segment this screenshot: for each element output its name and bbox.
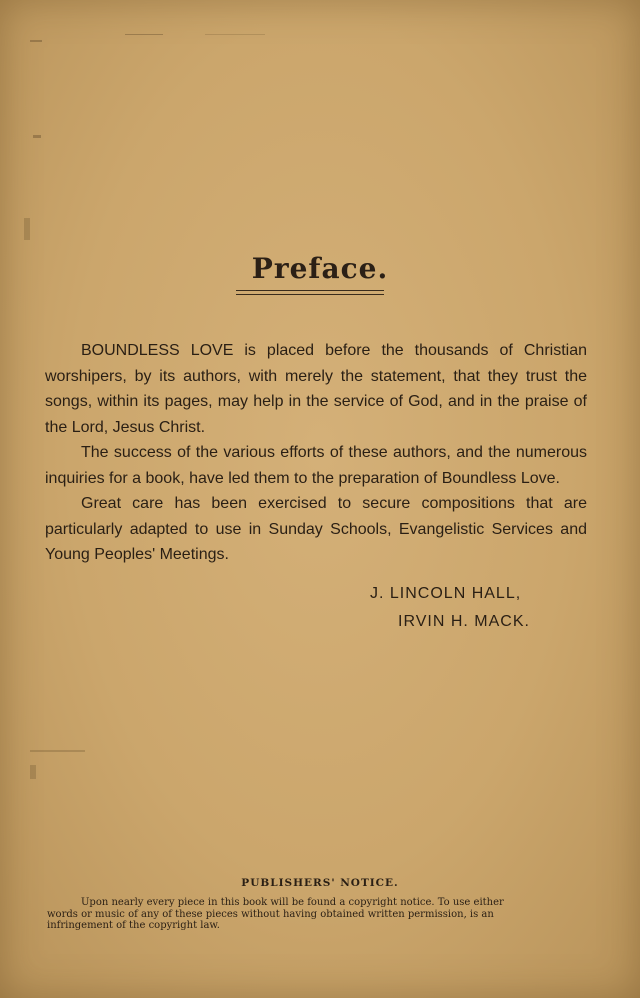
page-blemish [30, 765, 36, 779]
publishers-notice-title: PUBLISHERS' NOTICE. [241, 877, 399, 889]
signature-mack: IRVIN H. MACK. [398, 613, 530, 630]
signature-hall: J. LINCOLN HALL, [370, 585, 522, 602]
title-underline [236, 290, 384, 291]
publishers-notice-text [47, 897, 590, 932]
page-blemish [125, 34, 163, 35]
notice-line: Upon nearly every piece in this book will be found a copyright notice. To use either [81, 897, 504, 908]
notice-line: infringement of the copyright law. [47, 920, 220, 931]
notice-line: words or music of any of these pieces without having obtained written permission, is an [47, 908, 494, 920]
preface-body [45, 338, 587, 568]
page-blemish [24, 218, 30, 240]
preface-paragraph: Great care has been exercised to secure compositions that are particularly adapted to use in Sunday Schools, Evangelistic Services and Young Peoples' Meetings. [45, 495, 587, 563]
page-title: Preface. [251, 252, 389, 285]
page-blemish [205, 34, 265, 35]
preface-paragraph: The success of the various efforts of these authors, and the numerous inquiries for a book, have led them to the preparation of Boundless Love. [45, 444, 587, 487]
title-underline [236, 294, 384, 295]
page-blemish [30, 40, 42, 42]
page-blemish [30, 750, 85, 752]
page-blemish [33, 135, 41, 138]
preface-paragraph: BOUNDLESS LOVE is placed before the thousands of Christian worshipers, by its authors, with merely the statement, that they trust the songs, within its pages, may help in the service of God, and in the praise of the Lord, Jesus Christ. [45, 342, 587, 436]
